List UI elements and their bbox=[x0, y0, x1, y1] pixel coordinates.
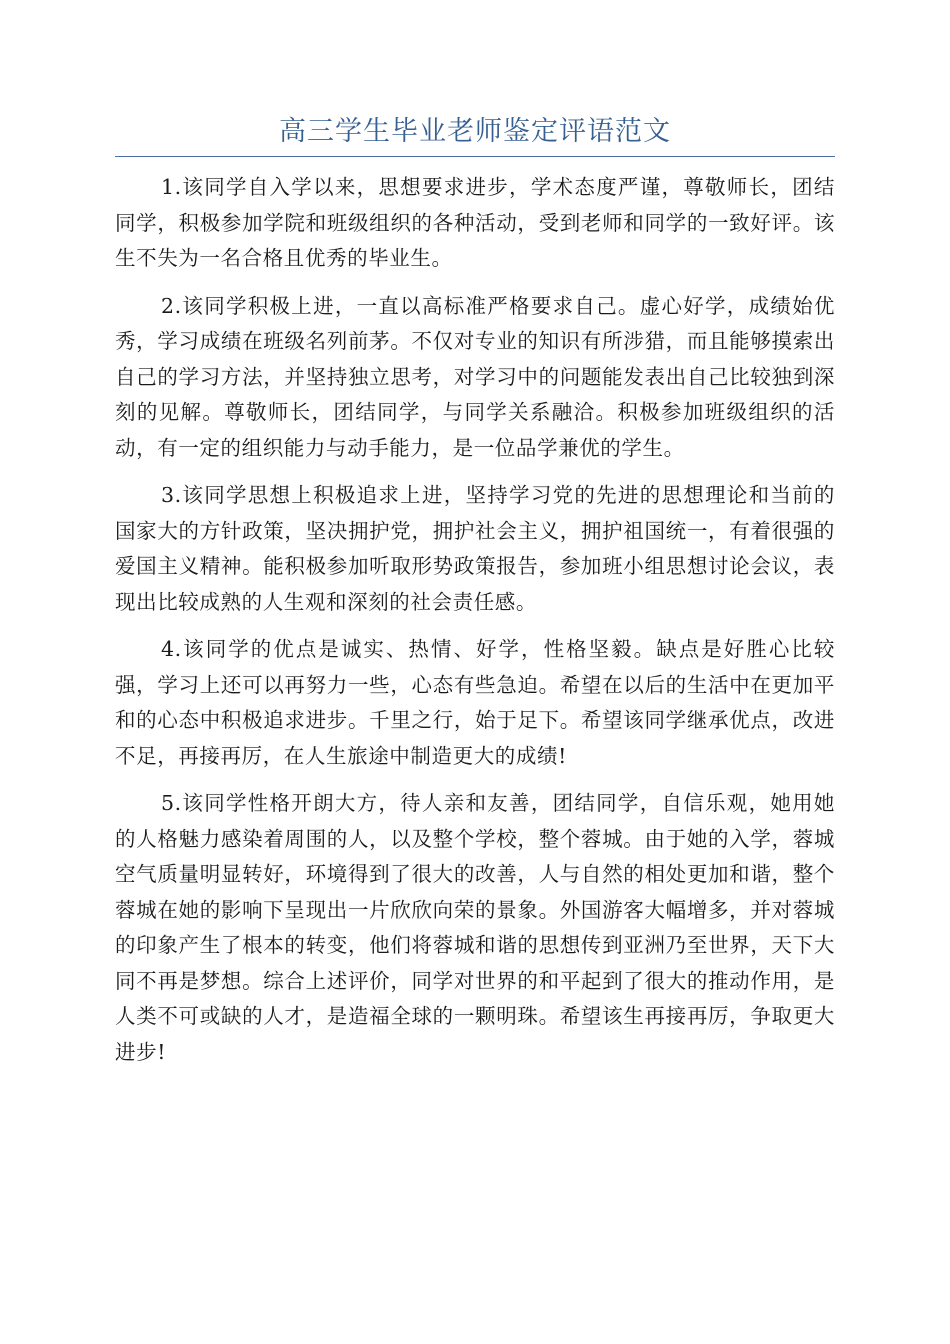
paragraph-1: 1.该同学自入学以来，思想要求进步，学术态度严谨，尊敬师长，团结同学，积极参加学院和班级组织的各种活动，受到老师和同学的一致好评。该生不失为一名合格且优秀的毕业生。 bbox=[115, 175, 835, 270]
paragraph-5: 5.该同学性格开朗大方，待人亲和友善，团结同学，自信乐观，她用她的人格魅力感染着周围的人，以及整个学校，整个蓉城。由于她的入学，蓉城空气质量明显转好，环境得到了很大的改善，人与自然的相处更加和谐，整个蓉城在她的影响下呈现出一片欣欣向荣的景象。外国游客大幅增多，并对蓉城的印象产生了根本的转变，他们将蓉城和谐的思想传到亚洲乃至世界，天下大同不再是梦想。综合上述评价，同学对世界的和平起到了很大的推动作用，是人类不可或缺的人才，是造福全球的一颗明珠。希望该生再接再厉，争取更大进步! bbox=[115, 791, 835, 1064]
paragraph-3: 3.该同学思想上积极追求上进，坚持学习党的先进的思想理论和当前的国家大的方针政策，坚决拥护党，拥护社会主义，拥护祖国统一，有着很强的爱国主义精神。能积极参加听取形势政策报告，参加班小组思想讨论会议，表现出比较成熟的人生观和深刻的社会责任感。 bbox=[115, 483, 835, 614]
paragraph-2: 2.该同学积极上进，一直以高标准严格要求自己。虚心好学，成绩始优秀，学习成绩在班级名列前茅。不仅对专业的知识有所涉猎，而且能够摸索出自己的学习方法，并坚持独立思考，对学习中的问题能发表出自己比较独到深刻的见解。尊敬师长，团结同学，与同学关系融洽。积极参加班级组织的活动，有一定的组织能力与动手能力，是一位品学兼优的学生。 bbox=[115, 293, 835, 460]
document-body bbox=[115, 170, 835, 1082]
title-block bbox=[115, 110, 835, 157]
document-title: 高三学生毕业老师鉴定评语范文 bbox=[279, 116, 671, 147]
paragraph-4: 4.该同学的优点是诚实、热情、好学，性格坚毅。缺点是好胜心比较强，学习上还可以再努力一些，心态有些急迫。希望在以后的生活中在更加平和的心态中积极追求进步。千里之行，始于足下。希望该同学继承优点，改进不足，再接再厉，在人生旅途中制造更大的成绩! bbox=[115, 637, 835, 768]
